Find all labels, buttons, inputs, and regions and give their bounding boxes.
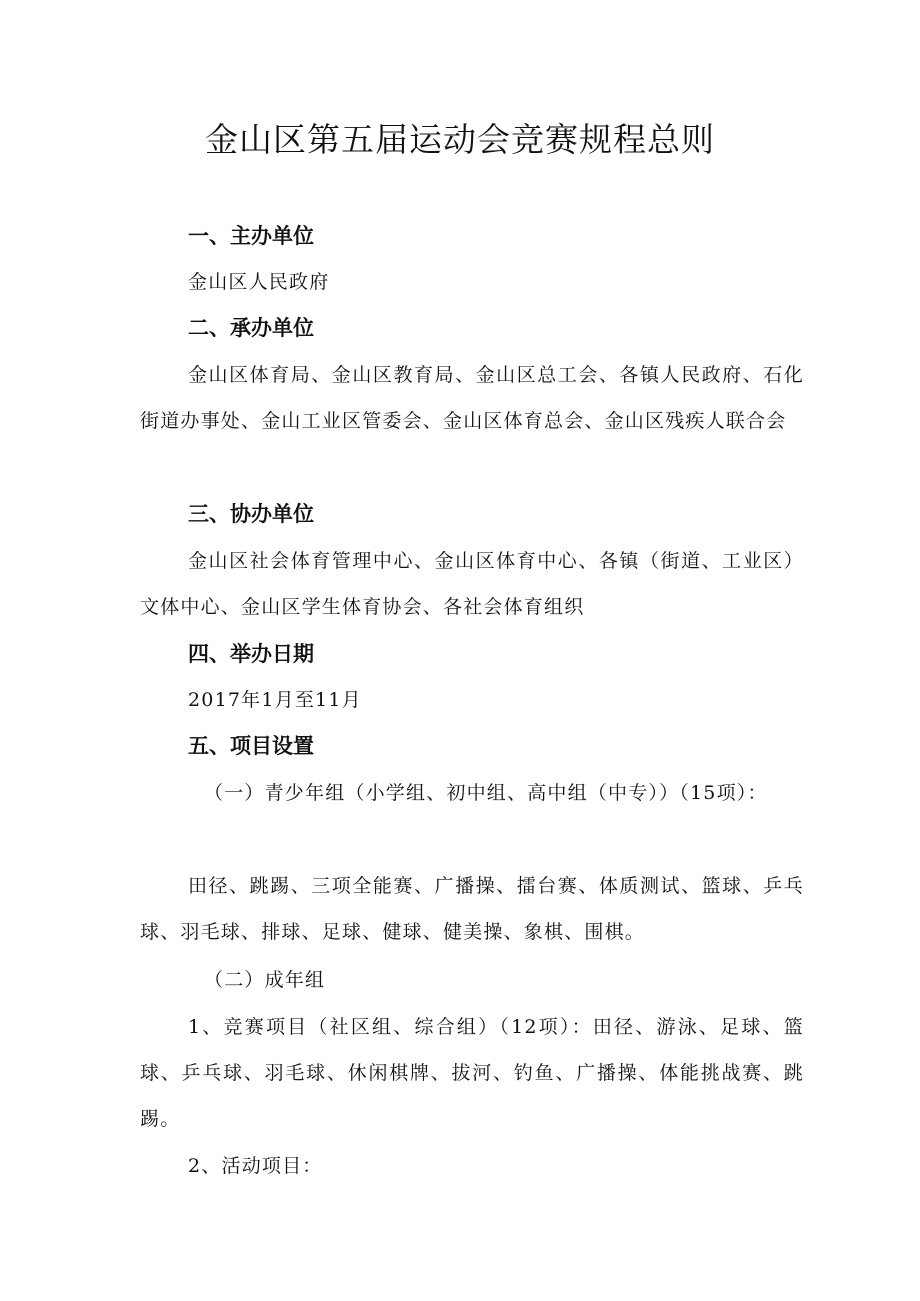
- document-title: 金山区第五届运动会竞赛规程总则: [205, 120, 715, 159]
- section-heading-co-organizer: 三、协办单位: [188, 502, 314, 526]
- section-heading-events: 五、项目设置: [188, 734, 314, 758]
- section-heading-host: 二、承办单位: [188, 316, 314, 340]
- section-body-organizer: 金山区人民政府: [188, 271, 330, 293]
- section-body-co-organizer: 金山区社会体育管理中心、金山区体育中心、各镇（街道、工业区）文体中心、金山区学生体育协会、各社会体育组织: [140, 550, 804, 618]
- section-body-dates: 2017年1月至11月: [188, 689, 362, 711]
- youth-group-heading: （一）青少年组（小学组、初中组、高中组（中专））（15项）：: [204, 782, 768, 804]
- youth-events-list: 田径、跳踢、三项全能赛、广播操、擂台赛、体质测试、篮球、乒乓球、羽毛球、排球、足球、健球、健美操、象棋、围棋。: [140, 875, 804, 943]
- activity-items-heading: 2、活动项目：: [188, 1155, 323, 1177]
- section-body-host: 金山区体育局、金山区教育局、金山区总工会、各镇人民政府、石化街道办事处、金山工业区管委会、金山区体育总会、金山区残疾人联合会: [140, 364, 804, 432]
- section-heading-dates: 四、举办日期: [188, 642, 314, 666]
- adult-group-heading: （二）成年组: [204, 969, 326, 991]
- section-heading-organizer: 一、主办单位: [188, 224, 314, 248]
- competition-items-list: 1、竞赛项目（社区组、综合组）（12项）：田径、游泳、足球、篮球、乒乓球、羽毛球、休闲棋牌、拔河、钓鱼、广播操、体能挑战赛、跳踢。: [140, 1016, 804, 1130]
